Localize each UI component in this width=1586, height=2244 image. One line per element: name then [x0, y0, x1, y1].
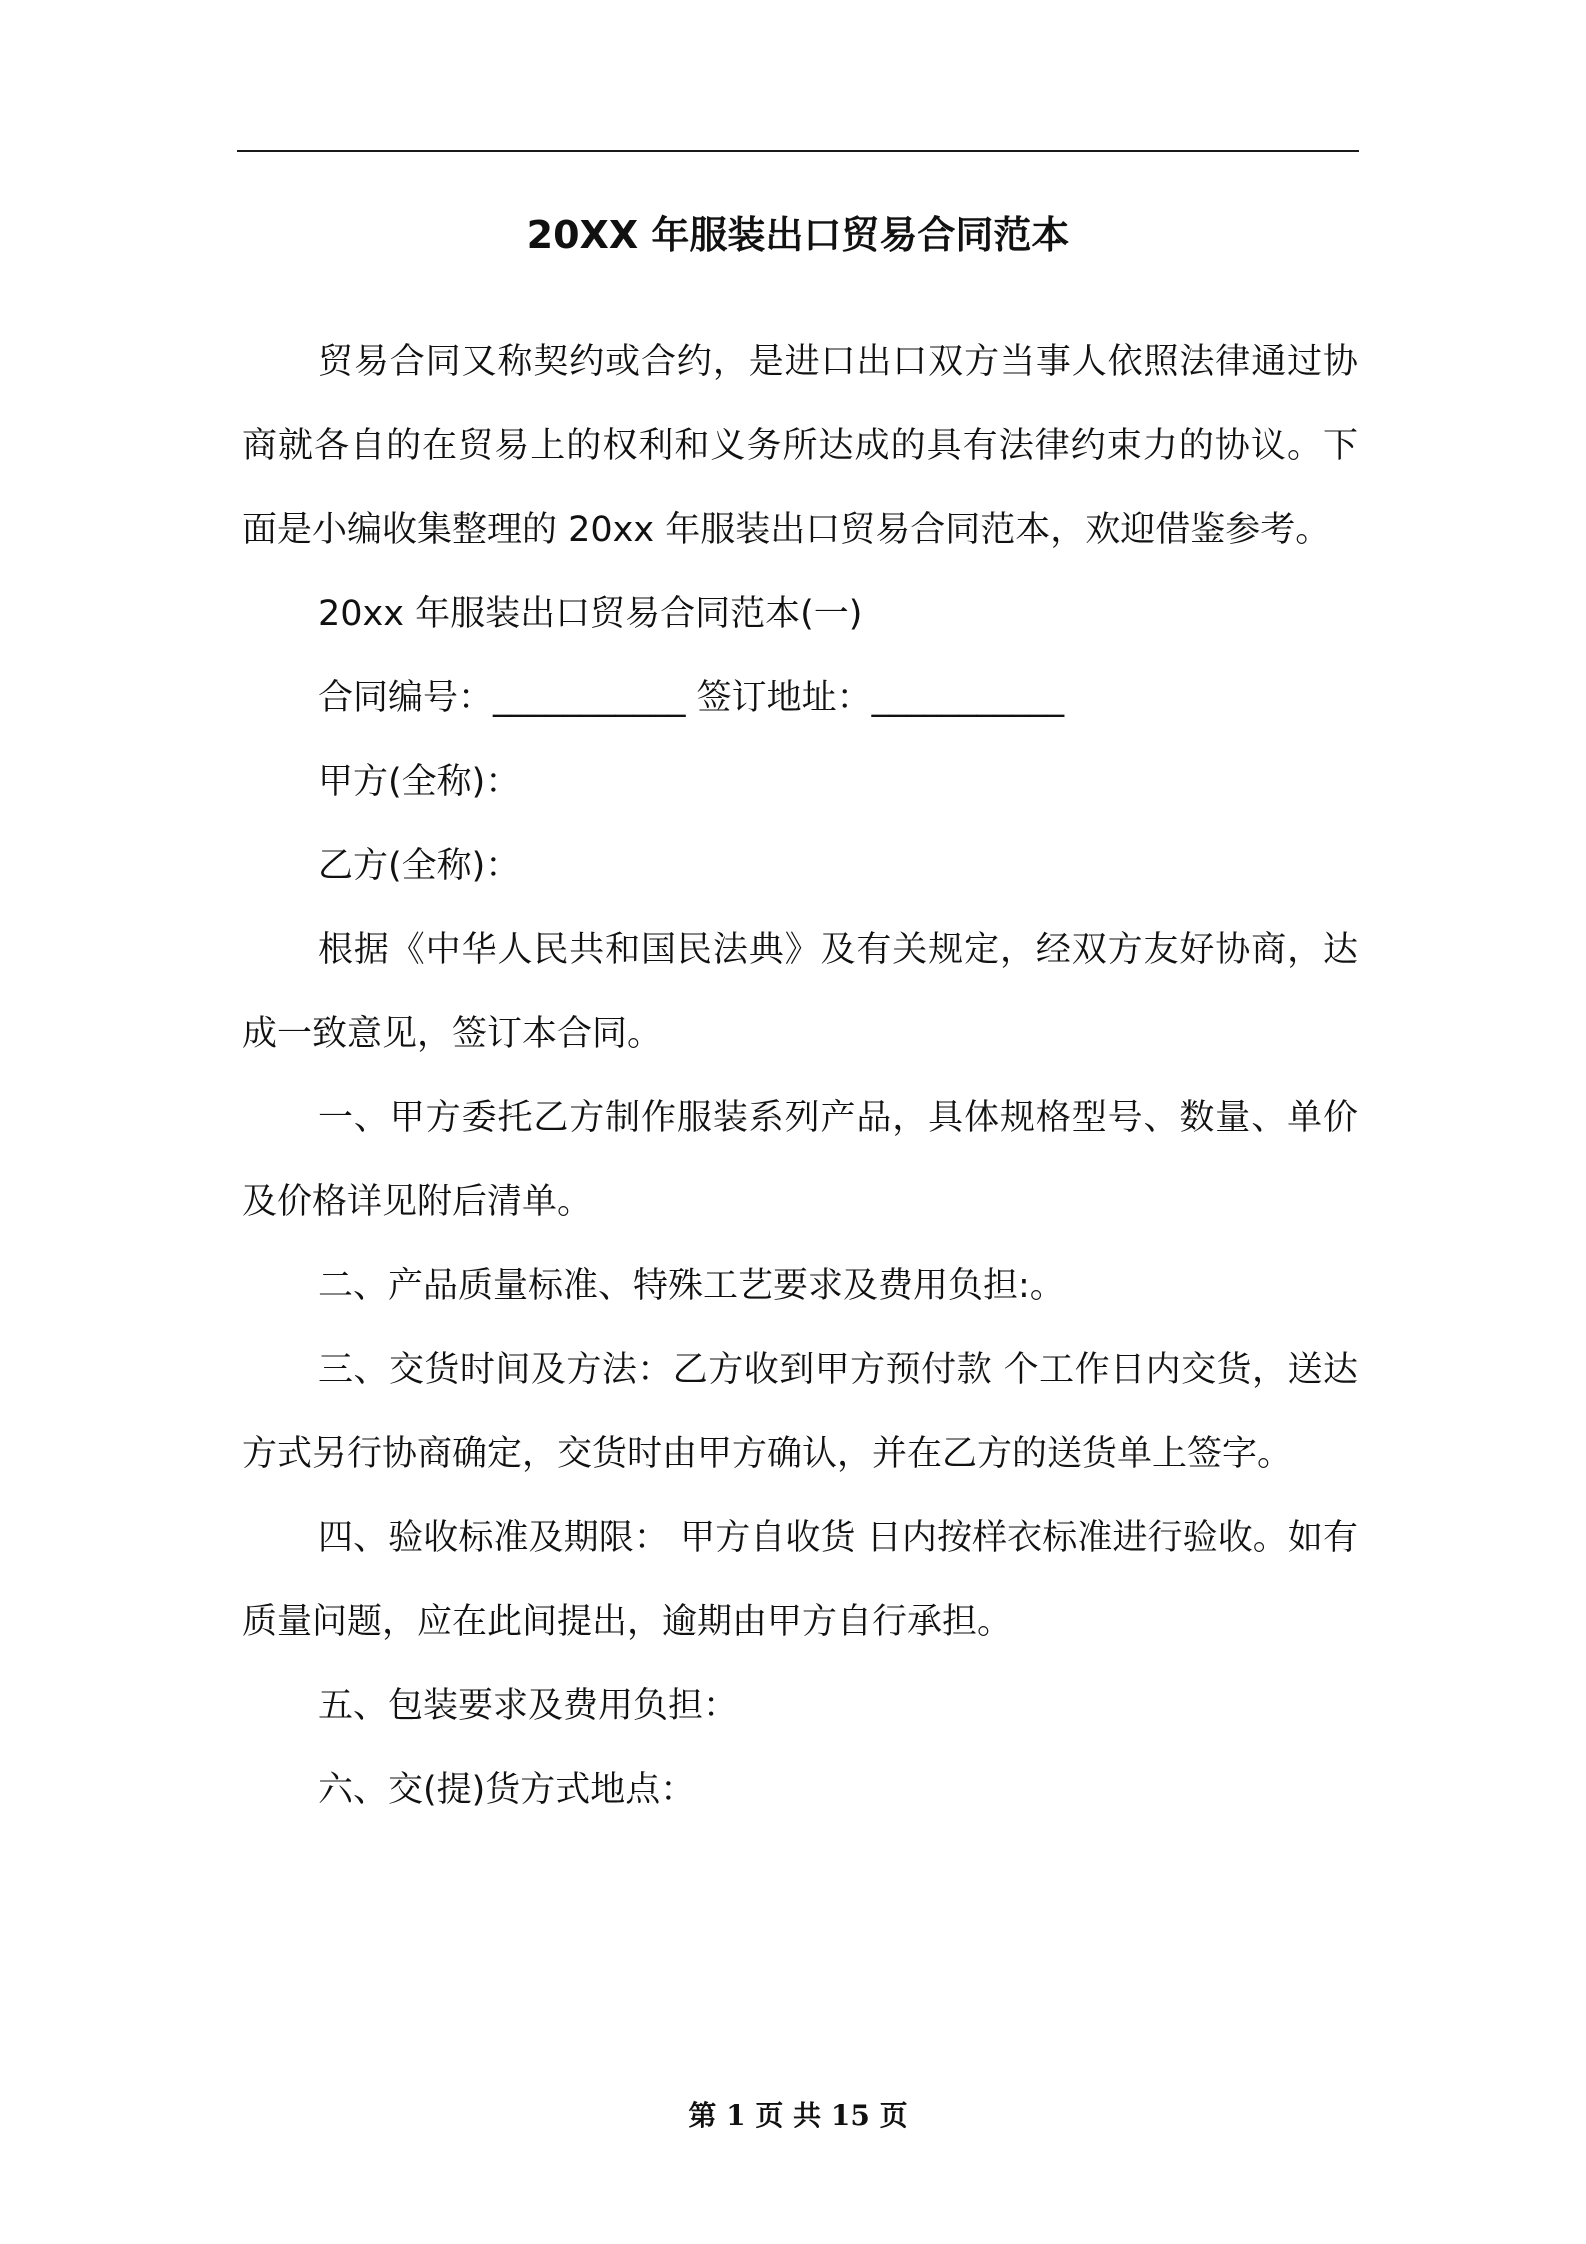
clause-6: 六、交(提)货方式地点：: [318, 1770, 696, 1810]
contract-number-line: 合同编号：___________ 签订地址：___________: [318, 678, 1065, 718]
contract-heading: 20xx 年服装出口贸易合同范本(一): [318, 594, 863, 634]
header-rule: [237, 150, 1359, 152]
party-a-line: 甲方(全称)：: [318, 762, 521, 802]
document-body: [242, 320, 1358, 1832]
page-number-footer: 第 1 页 共 15 页: [688, 2099, 908, 2132]
document-title: 20XX 年服装出口贸易合同范本: [526, 213, 1070, 257]
clause-2: 二、产品质量标准、特殊工艺要求及费用负担:。: [318, 1266, 1065, 1306]
intro-paragraph: 贸易合同又称契约或合约，是进口出口双方当事人依照法律通过协商就各自的在贸易上的权利和义务所达成的具有法律约束力的协议。下面是小编收集整理的 20xx 年服装出口贸易合同范本，欢迎借鉴参考。: [242, 342, 1358, 550]
clause-4: 四、验收标准及期限： 甲方自收货 日内按样衣标准进行验收。如有质量问题，应在此间提出，逾期由甲方自行承担。: [242, 1518, 1358, 1642]
party-b-line: 乙方(全称)：: [318, 846, 521, 886]
basis-paragraph: 根据《中华人民共和国民法典》及有关规定，经双方友好协商，达成一致意见，签订本合同。: [242, 930, 1358, 1054]
clause-3: 三、交货时间及方法：乙方收到甲方预付款 个工作日内交货，送达方式另行协商确定，交货时由甲方确认，并在乙方的送货单上签字。: [242, 1350, 1358, 1474]
clause-5: 五、包装要求及费用负担：: [318, 1686, 739, 1726]
clause-1: 一、甲方委托乙方制作服装系列产品，具体规格型号、数量、单价及价格详见附后清单。: [242, 1098, 1358, 1222]
